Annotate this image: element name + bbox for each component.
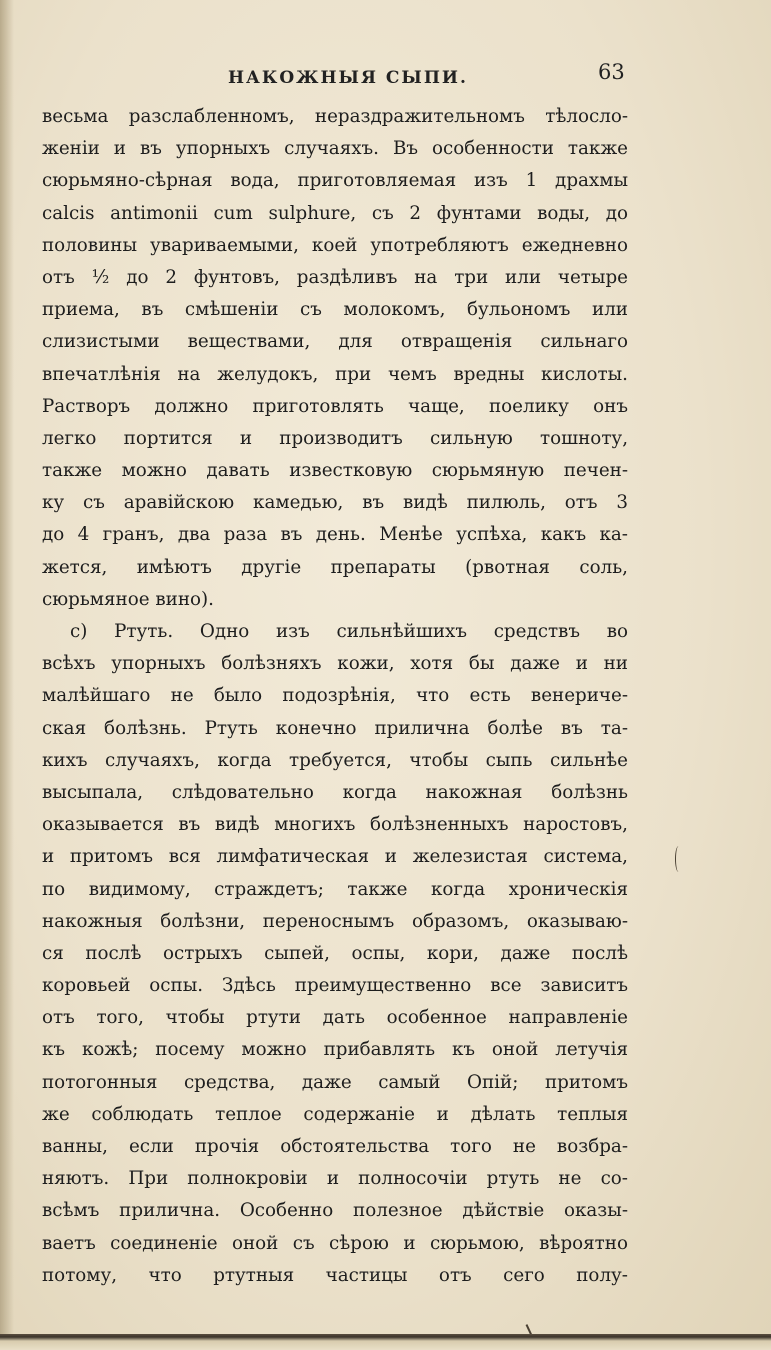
text-line: коровьей оспы. Здѣсь преимущественно все зависитъ: [42, 975, 628, 997]
text-line: сюрьмяно-сѣрная вода, приготовляемая изъ 1 драхмы: [42, 170, 628, 192]
text-line: половины увариваемыми, коей употребляютъ ежедневно: [42, 234, 628, 256]
text-line: по видимому, страждетъ; также когда хроническія: [42, 878, 628, 900]
text-line: ся послѣ острыхъ сыпей, оспы, кори, даже послѣ: [42, 942, 628, 964]
text-line: ская болѣзнь. Ртуть конечно прилична болѣе въ та-: [42, 717, 628, 739]
text-line: c) Ртуть. Одно изъ сильнѣйшихъ средствъ во: [70, 621, 628, 642]
text-line: ванны, если прочія обстоятельства того не возбра-: [42, 1136, 628, 1157]
text-line: малѣйшаго не было подозрѣнія, что есть венериче-: [42, 685, 628, 707]
text-line: женіи и въ упорныхъ случаяхъ. Въ особенности также: [42, 138, 628, 160]
text-line: весьма разслабленномъ, нераздражительномъ тѣлосло-: [42, 106, 628, 127]
page-number: 63: [598, 60, 625, 84]
text-line: отъ того, чтобы ртути дать особенное направленіе: [42, 1007, 628, 1029]
running-head: НАКОЖНЫЯ СЫПИ.: [228, 68, 468, 88]
text-line: къ кожѣ; посему можно прибавлять къ оной летучія: [42, 1039, 628, 1061]
text-line: накожныя болѣзни, переноснымъ образомъ, оказываю-: [42, 910, 628, 932]
text-line: оказывается въ видѣ многихъ болѣзненныхъ наростовъ,: [42, 814, 628, 836]
text-line: также можно давать известковую сюрьмяную печен-: [42, 460, 628, 482]
text-line: впечатлѣнія на желудокъ, при чемъ вредны кислоты.: [42, 363, 628, 385]
text-line: же соблюдать теплое содержаніе и дѣлать теплыя: [42, 1103, 628, 1125]
text-line: ку съ аравійскою камедью, въ видѣ пилюль, отъ 3: [42, 492, 628, 514]
text-line: всѣхъ упорныхъ болѣзняхъ кожи, хотя бы даже и ни: [42, 653, 628, 675]
text-line: няютъ. При полнокровіи и полносочіи ртуть не со-: [42, 1168, 628, 1190]
text-line: слизистыми веществами, для отвращенія сильнаго: [42, 331, 628, 353]
text-line: сюрьмяное вино).: [42, 588, 214, 610]
text-line: высыпала, слѣдовательно когда накожная болѣзнь: [42, 781, 628, 803]
text-line: жется, имѣютъ другіе препараты (рвотная соль,: [42, 556, 628, 578]
text-line: легко портится и производитъ сильную тошноту,: [42, 427, 628, 449]
page-bottom-edge: [0, 1334, 771, 1350]
text-line: приема, въ смѣшеніи съ молокомъ, бульономъ или: [42, 299, 628, 321]
text-line: потому, что ртутныя частицы отъ сего полу-: [42, 1264, 628, 1286]
text-line: Растворъ должно приготовлять чаще, поелику онъ: [42, 395, 628, 417]
text-line: кихъ случаяхъ, когда требуется, чтобы сыпь сильнѣе: [42, 749, 628, 771]
margin-bracket-mark: [675, 846, 682, 872]
page-header: [0, 60, 771, 94]
text-line: до 4 гранъ, два раза въ день. Менѣе успѣха, какъ ка-: [42, 524, 628, 546]
text-line: потогонныя средства, даже самый Опій; притомъ: [42, 1071, 628, 1093]
text-line: отъ ½ до 2 фунтовъ, раздѣливъ на три или четыре: [42, 266, 628, 288]
binding-shadow: [0, 0, 14, 1350]
text-line: и притомъ вся лимфатическая и железистая система,: [42, 846, 628, 868]
body-text: [42, 101, 628, 1292]
text-line: calcis antimonii cum sulphure, съ 2 фунтами воды, до: [42, 202, 628, 224]
text-line: ваетъ соединеніе оной съ сѣрою и сюрьмою, вѣроятно: [42, 1232, 628, 1254]
text-line: всѣмъ прилична. Особенно полезное дѣйствіе оказы-: [42, 1200, 628, 1222]
